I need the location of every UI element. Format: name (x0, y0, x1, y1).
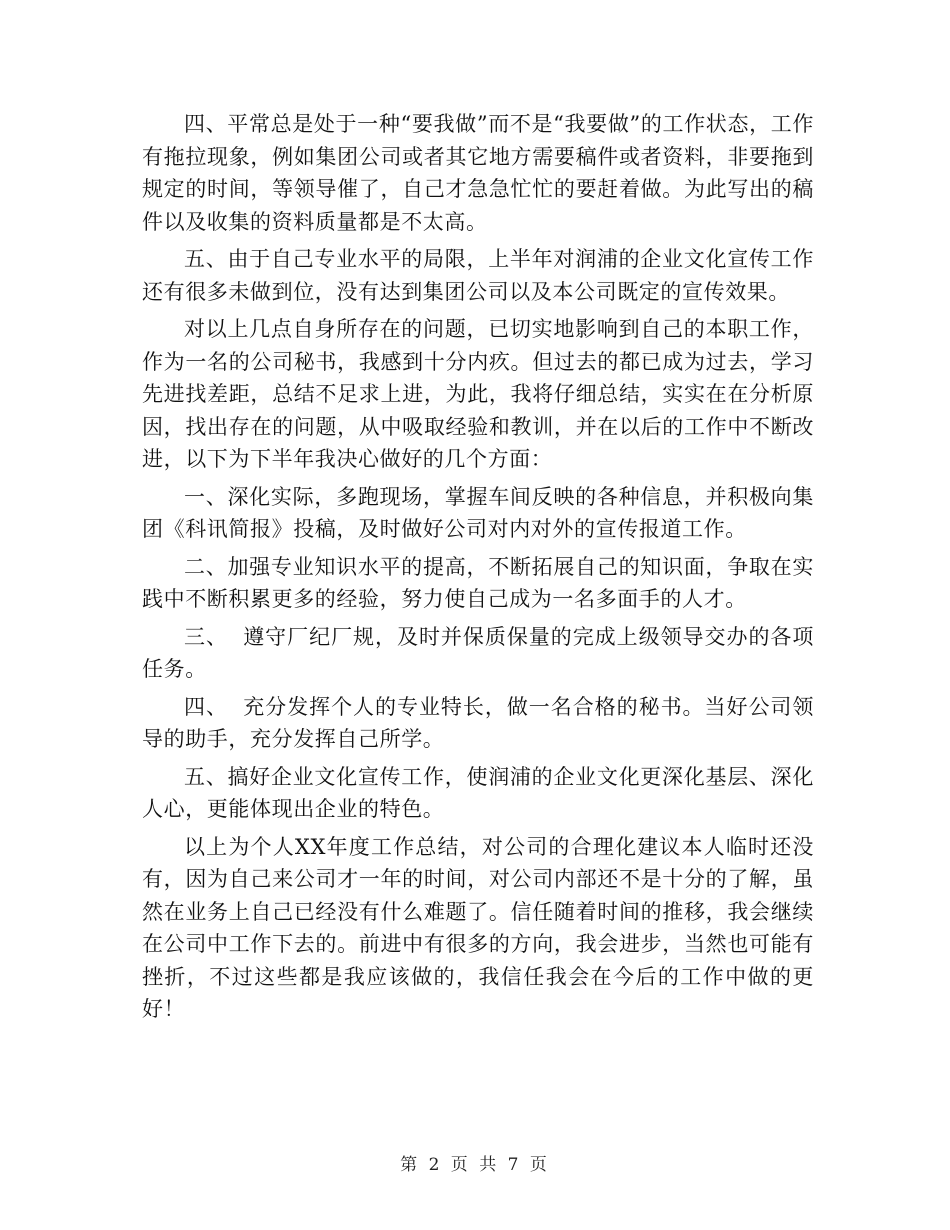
page-number-footer: 第 2 页 共 7 页 (400, 1155, 550, 1175)
paragraph-8: 五、搞好企业文化宣传工作，使润浦的企业文化更深化基层、深化人心，更能体现出企业的特色。 (142, 764, 814, 821)
paragraph-5: 二、加强专业知识水平的提高，不断拓展自己的知识面，争取在实践中不断积累更多的经验，努力使自己成为一名多面手的人才。 (142, 554, 814, 611)
paragraph-9: 以上为个人XX年度工作总结，对公司的合理化建议本人临时还没有，因为自己来公司才一年的时间，对公司内部还不是十分的了解，虽然在业务上自己已经没有什么难题了。信任随着时间的推移，我会继续在公司中工作下去的。前进中有很多的方向，我会进步，当然也可能有挫折，不过这些都是我应该做的，我信任我会在今后的工作中做的更好！ (142, 834, 814, 1021)
paragraph-6: 三、 遵守厂纪厂规，及时并保质保量的完成上级领导交办的各项任务。 (142, 624, 814, 681)
paragraph-3: 对以上几点自身所存在的问题，已切实地影响到自己的本职工作，作为一名的公司秘书，我感到十分内疚。但过去的都已成为过去，学习先进找差距，总结不足求上进，为此，我将仔细总结，实实在在分析原因，找出存在的问题，从中吸取经验和教训，并在以后的工作中不断改进，以下为下半年我决心做好的几个方面： (142, 317, 814, 471)
paragraph-2: 五、由于自己专业水平的局限，上半年对润浦的企业文化宣传工作还有很多未做到位，没有达到集团公司以及本公司既定的宣传效果。 (142, 247, 814, 304)
paragraph-1: 四、平常总是处于一种“要我做”而不是“我要做”的工作状态，工作有拖拉现象，例如集团公司或者其它地方需要稿件或者资料，非要拖到规定的时间，等领导催了，自己才急急忙忙的要赶着做。为此写出的稿件以及收集的资料质量都是不太高。 (142, 112, 814, 234)
paragraph-7: 四、 充分发挥个人的专业特长，做一名合格的秘书。当好公司领导的助手，充分发挥自己所学。 (142, 694, 814, 751)
document-body (142, 108, 814, 1026)
paragraph-4: 一、深化实际，多跑现场，掌握车间反映的各种信息，并积极向集团《科讯简报》投稿，及时做好公司对内对外的宣传报道工作。 (142, 484, 814, 541)
